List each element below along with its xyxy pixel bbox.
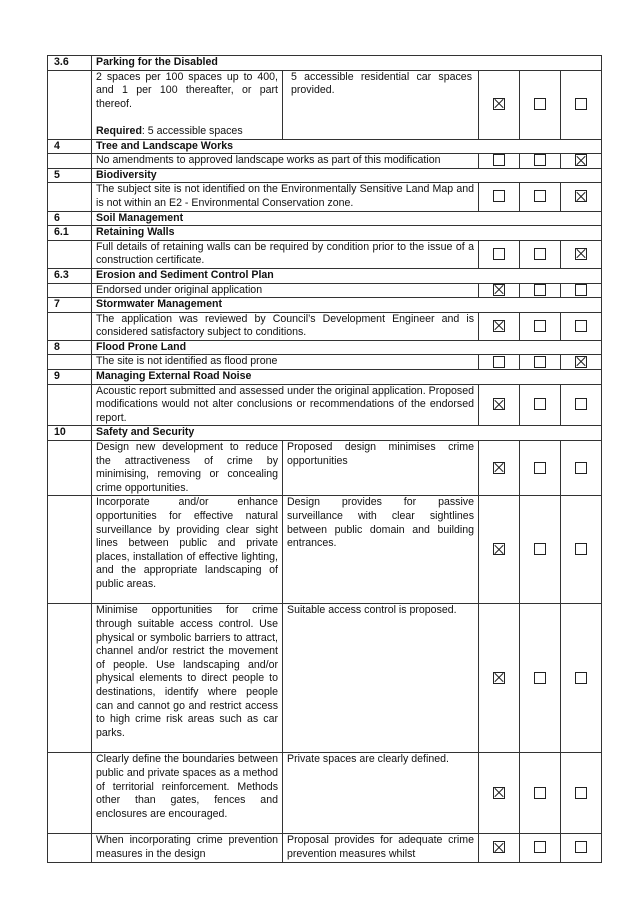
section-header-row bbox=[48, 139, 602, 154]
checkbox-icon[interactable] bbox=[575, 543, 587, 555]
response-text: Proposal provides for adequate crime prevention measures whilst bbox=[283, 834, 479, 862]
section-text: The subject site is not identified on the Environmentally Sensitive Land Map and is not within an E2 - Environmental Conservation zone. bbox=[92, 183, 479, 211]
required-value: : 5 accessible spaces bbox=[141, 124, 243, 137]
checked-box-icon[interactable] bbox=[493, 320, 505, 332]
section-title: Retaining Walls bbox=[92, 226, 602, 241]
required-line bbox=[96, 125, 278, 139]
required-label: Required bbox=[96, 124, 142, 137]
checked-box-icon[interactable] bbox=[575, 190, 587, 202]
control-text: Design new development to reduce the attractiveness of crime by minimising, removing or concealing crime opportunities. bbox=[92, 441, 283, 496]
checkbox-icon[interactable] bbox=[534, 672, 546, 684]
response-text: Private spaces are clearly defined. bbox=[283, 753, 479, 834]
checkbox-icon[interactable] bbox=[534, 98, 546, 110]
section-title: Soil Management bbox=[92, 211, 602, 226]
requirement-text: 2 spaces per 100 spaces up to 400, and 1 per 100 thereafter, or part thereof. bbox=[96, 70, 278, 110]
section-text: Endorsed under original application bbox=[92, 283, 479, 298]
checkbox-icon[interactable] bbox=[575, 672, 587, 684]
checked-box-icon[interactable] bbox=[575, 154, 587, 166]
section-content-row bbox=[48, 154, 602, 169]
section-number: 6.3 bbox=[48, 268, 92, 283]
control-text: When incorporating crime prevention measures in the design bbox=[92, 834, 283, 862]
section-content-row bbox=[48, 283, 602, 298]
section-title: Parking for the Disabled bbox=[92, 56, 602, 71]
section-title: Flood Prone Land bbox=[92, 340, 602, 355]
checkbox-icon[interactable] bbox=[493, 248, 505, 260]
checkbox-icon[interactable] bbox=[575, 787, 587, 799]
checkbox-icon[interactable] bbox=[534, 154, 546, 166]
section-number: 10 bbox=[48, 426, 92, 441]
section-title: Managing External Road Noise bbox=[92, 370, 602, 385]
checkbox-icon[interactable] bbox=[534, 462, 546, 474]
section-text: The application was reviewed by Council’s Development Engineer and is considered satisfactory subject to conditions. bbox=[92, 312, 479, 340]
control-row bbox=[48, 753, 602, 834]
section-header-row bbox=[48, 340, 602, 355]
checked-box-icon[interactable] bbox=[493, 398, 505, 410]
section-header-row bbox=[48, 268, 602, 283]
section-content-row bbox=[48, 70, 602, 139]
control-row bbox=[48, 604, 602, 753]
response-text: Proposed design minimises crime opportunities bbox=[283, 441, 479, 496]
control-row bbox=[48, 441, 602, 496]
section-number: 6.1 bbox=[48, 226, 92, 241]
checkbox-icon[interactable] bbox=[575, 320, 587, 332]
checkbox-icon[interactable] bbox=[534, 787, 546, 799]
checkbox-icon[interactable] bbox=[534, 190, 546, 202]
control-text: Minimise opportunities for crime through suitable access control. Use physical or symbolic barriers to attract, channel and/or restrict the movement of people. Use landscaping and/or physical elements to direct people to destinations, identify where people can and cannot go and restrict access to high crime risk areas such as car parks. bbox=[92, 604, 283, 753]
control-row bbox=[48, 834, 602, 862]
section-number: 3.6 bbox=[48, 56, 92, 71]
response-text: Design provides for passive surveillance with clear sightlines between public domain and building entrances. bbox=[283, 496, 479, 604]
section-header-row bbox=[48, 226, 602, 241]
section-header-row bbox=[48, 298, 602, 313]
checkbox-icon[interactable] bbox=[534, 248, 546, 260]
assessment-table bbox=[47, 55, 601, 863]
section-text: The site is not identified as flood prone bbox=[92, 355, 479, 370]
section-content-row bbox=[48, 355, 602, 370]
checkbox-icon[interactable] bbox=[575, 398, 587, 410]
checkbox-icon[interactable] bbox=[575, 841, 587, 853]
section-number: 5 bbox=[48, 168, 92, 183]
checked-box-icon[interactable] bbox=[493, 98, 505, 110]
section-text: Acoustic report submitted and assessed under the original application. Proposed modifications would not alter conclusions or recommendations of the endorsed report. bbox=[92, 384, 479, 426]
checkbox-icon[interactable] bbox=[534, 320, 546, 332]
section-number: 7 bbox=[48, 298, 92, 313]
checkbox-icon[interactable] bbox=[493, 154, 505, 166]
section-number: 6 bbox=[48, 211, 92, 226]
checked-box-icon[interactable] bbox=[493, 672, 505, 684]
checkbox-icon[interactable] bbox=[534, 356, 546, 368]
checkbox-icon[interactable] bbox=[575, 462, 587, 474]
checkbox-icon[interactable] bbox=[534, 398, 546, 410]
checkbox-icon[interactable] bbox=[534, 841, 546, 853]
checked-box-icon[interactable] bbox=[575, 356, 587, 368]
checkbox-icon[interactable] bbox=[493, 190, 505, 202]
checked-box-icon[interactable] bbox=[493, 543, 505, 555]
proposal-text: 5 accessible residential car spaces provided. bbox=[291, 70, 472, 97]
checkbox-icon[interactable] bbox=[493, 356, 505, 368]
section-header-row bbox=[48, 56, 602, 71]
section-header-row bbox=[48, 211, 602, 226]
checked-box-icon[interactable] bbox=[493, 787, 505, 799]
section-number: 4 bbox=[48, 139, 92, 154]
section-header-row bbox=[48, 168, 602, 183]
checked-box-icon[interactable] bbox=[493, 841, 505, 853]
section-number: 9 bbox=[48, 370, 92, 385]
control-text: Clearly define the boundaries between public and private spaces as a method of territorial reinforcement. Methods other than gates, fences and enclosures are encouraged. bbox=[92, 753, 283, 834]
section-title: Erosion and Sediment Control Plan bbox=[92, 268, 602, 283]
section-content-row bbox=[48, 384, 602, 426]
checked-box-icon[interactable] bbox=[493, 462, 505, 474]
checkbox-icon[interactable] bbox=[575, 284, 587, 296]
control-row bbox=[48, 496, 602, 604]
control-text: Incorporate and/or enhance opportunities for effective natural surveillance by providing clear sight lines between public and private places, installation of effective lighting, and the appropriate landscaping of public areas. bbox=[92, 496, 283, 604]
checkbox-icon[interactable] bbox=[534, 284, 546, 296]
section-content-row bbox=[48, 312, 602, 340]
section-text: No amendments to approved landscape works as part of this modification bbox=[92, 154, 479, 169]
checked-box-icon[interactable] bbox=[493, 284, 505, 296]
section-text: Full details of retaining walls can be required by condition prior to the issue of a construction certificate. bbox=[92, 240, 479, 268]
section-header-row bbox=[48, 370, 602, 385]
response-text: Suitable access control is proposed. bbox=[283, 604, 479, 753]
section-title: Stormwater Management bbox=[92, 298, 602, 313]
section-title: Safety and Security bbox=[92, 426, 602, 441]
section-title: Tree and Landscape Works bbox=[92, 139, 602, 154]
section-title: Biodiversity bbox=[92, 168, 602, 183]
section-header-row bbox=[48, 426, 602, 441]
section-content-row bbox=[48, 183, 602, 211]
section-content-row bbox=[48, 240, 602, 268]
checkbox-icon[interactable] bbox=[575, 98, 587, 110]
section-number: 8 bbox=[48, 340, 92, 355]
checkbox-icon[interactable] bbox=[534, 543, 546, 555]
checked-box-icon[interactable] bbox=[575, 248, 587, 260]
